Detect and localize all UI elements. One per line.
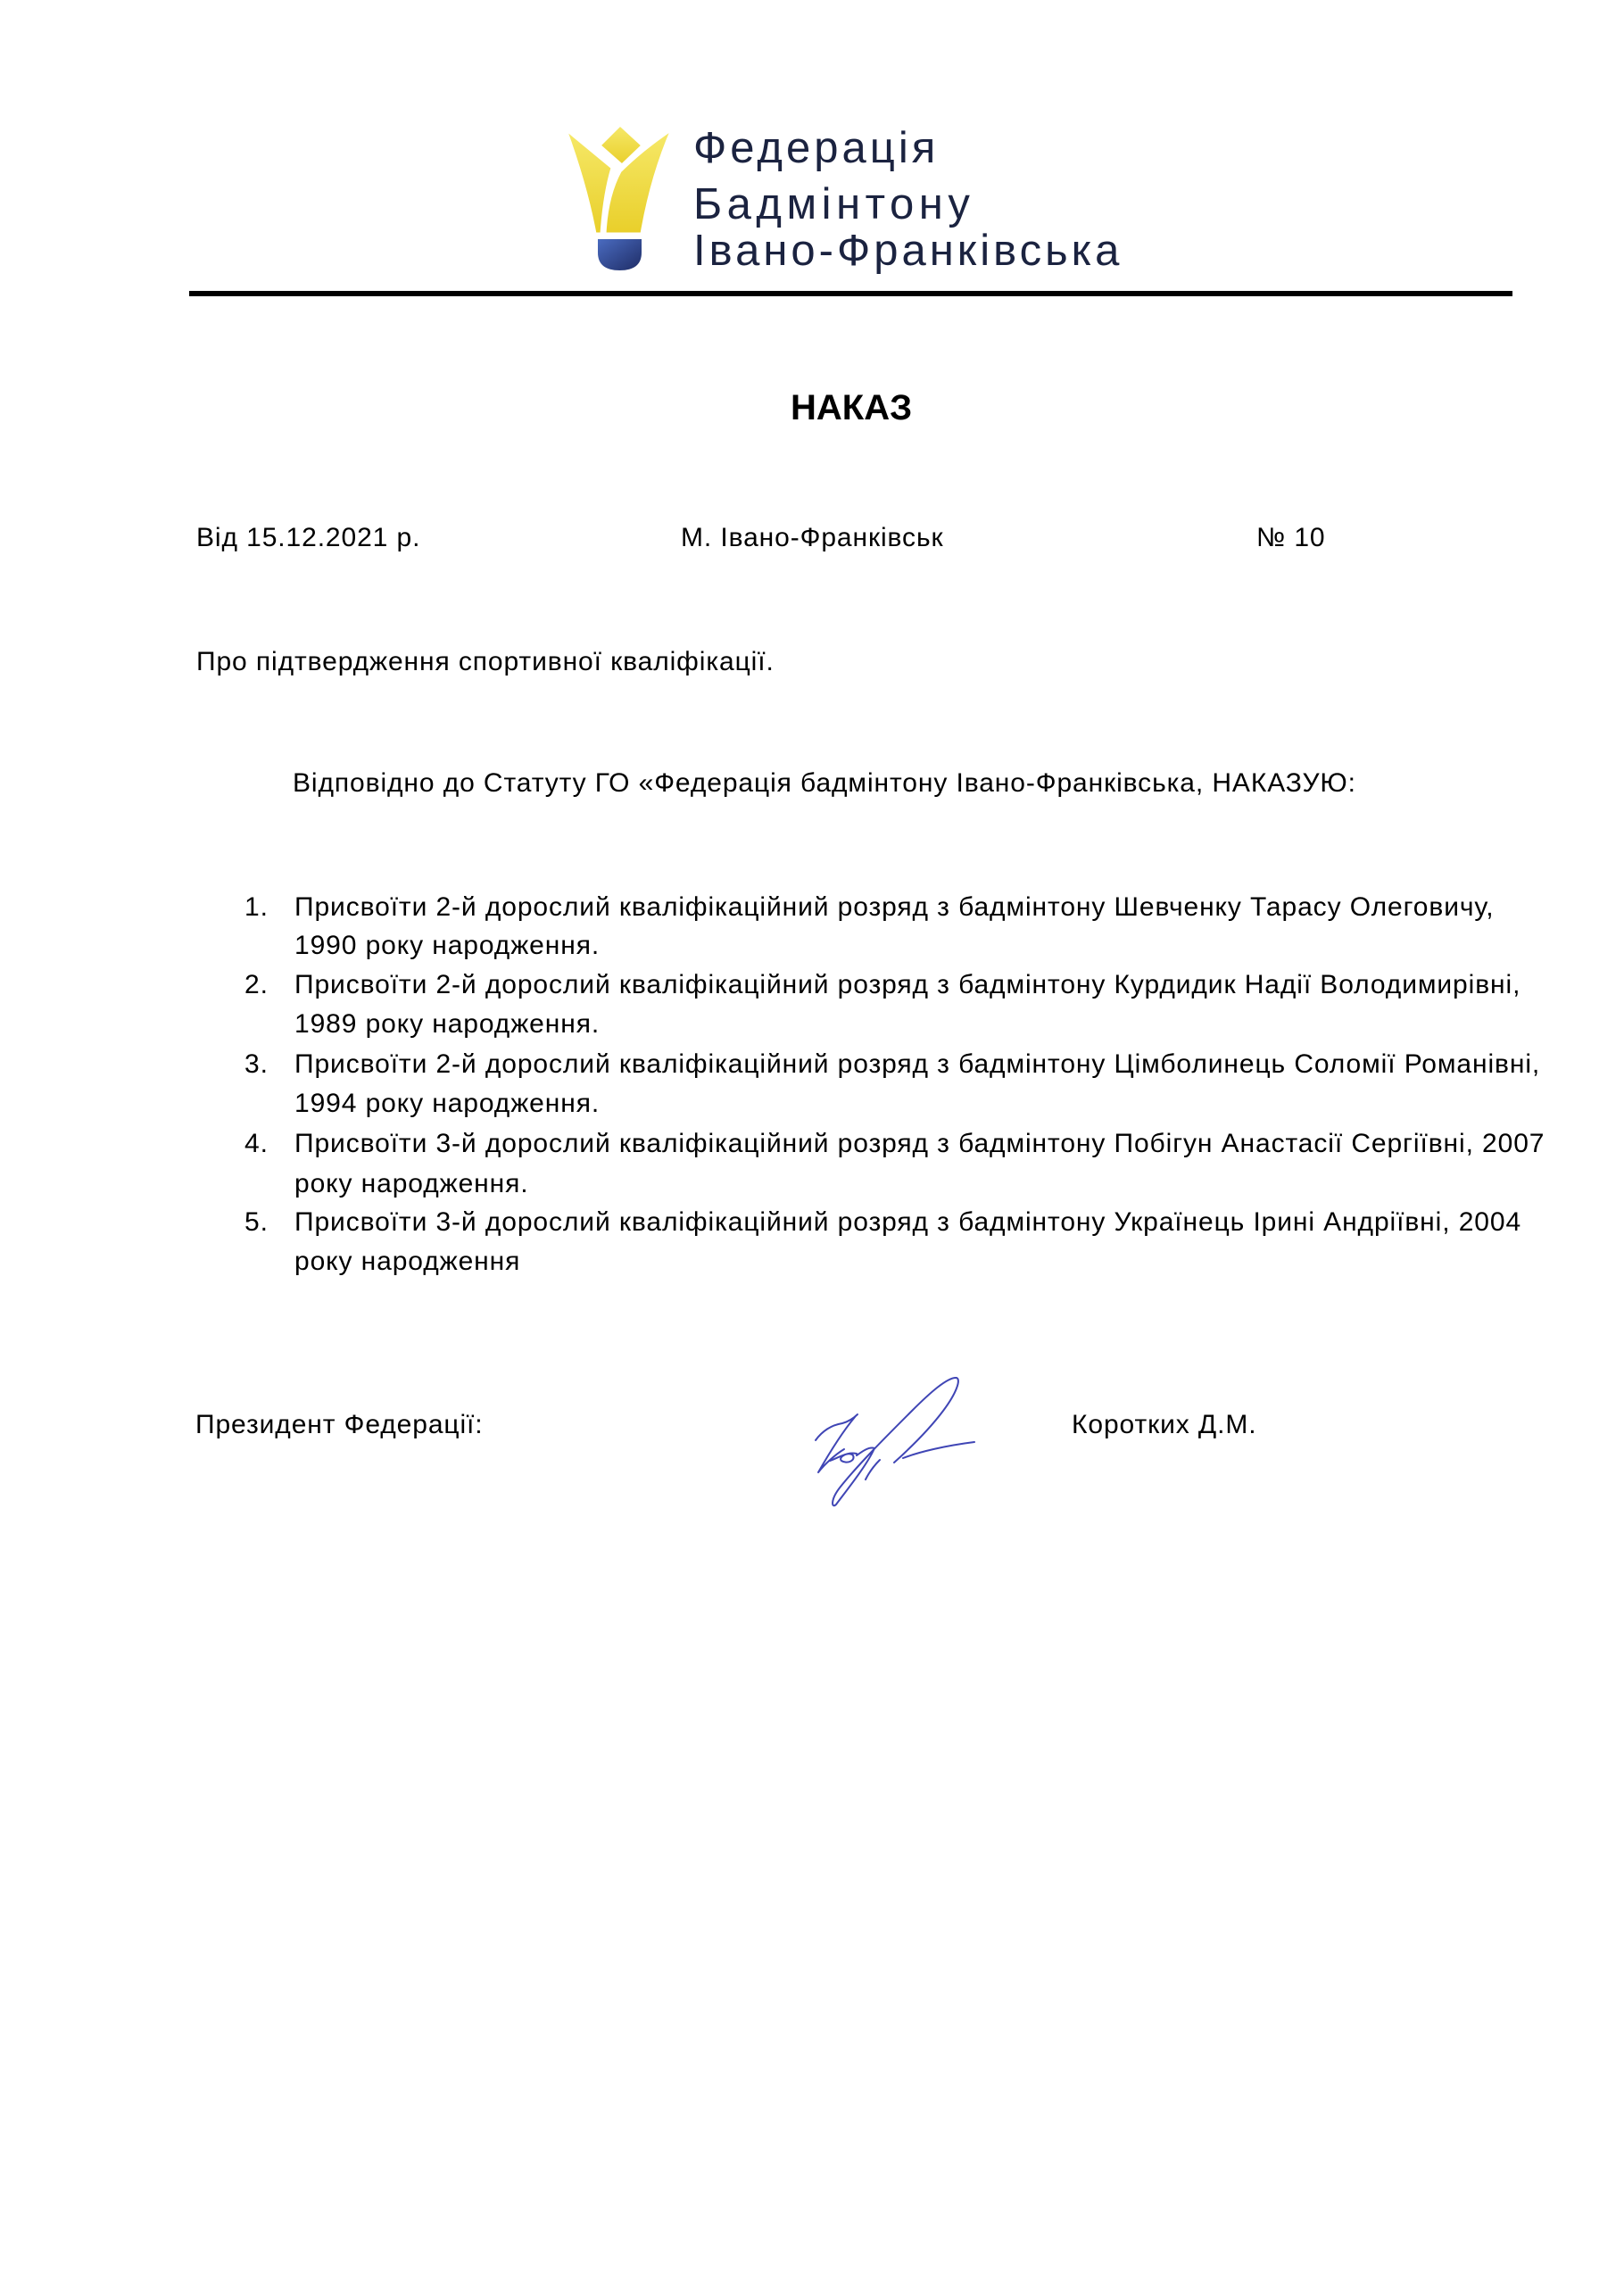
list-item-text-line: Присвоїти 2-й дорослий кваліфікаційний розряд з бадмінтону Шевченку Тарасу Олеговичу, <box>294 892 1495 922</box>
list-item-number: 5. <box>244 1207 269 1237</box>
logo-text-line-2: Бадмінтону <box>693 180 975 228</box>
header-divider <box>189 291 1512 296</box>
logo-text-line-3: Івано-Франківська <box>693 227 1123 275</box>
document-title: НАКАЗ <box>791 388 913 427</box>
list-item-text-line: Присвоїти 2-й дорослий кваліфікаційний розряд з бадмінтону Курдидик Надії Володимирівні, <box>294 970 1521 999</box>
list-item-text-line: 1994 року народження. <box>294 1089 601 1118</box>
list-item-text-line: Присвоїти 3-й дорослий кваліфікаційний розряд з бадмінтону Побігун Анастасії Сергіївні, 2007 <box>294 1129 1545 1158</box>
document-city: М. Івано-Франківськ <box>681 523 944 552</box>
list-item-text-line: 1989 року народження. <box>294 1009 601 1039</box>
list-item-number: 2. <box>244 970 269 999</box>
handwritten-signature <box>803 1374 978 1508</box>
document-date: Від 15.12.2021 р. <box>196 523 421 552</box>
signatory-name: Коротких Д.М. <box>1072 1410 1257 1439</box>
list-item-text-line: року народження. <box>294 1169 529 1198</box>
signatory-role: Президент Федерації: <box>195 1410 484 1439</box>
logo-text-line-1: Федерація <box>693 124 940 172</box>
list-item-number: 4. <box>244 1129 269 1158</box>
list-item-text-line: Присвоїти 2-й дорослий кваліфікаційний розряд з бадмінтону Цімболинець Соломії Романівні, <box>294 1049 1541 1079</box>
document-number: № 10 <box>1256 523 1326 552</box>
list-item-number: 3. <box>244 1049 269 1079</box>
list-item-text-line: 1990 року народження. <box>294 931 601 960</box>
list-item-number: 1. <box>244 892 269 922</box>
list-item-text-line: Присвоїти 3-й дорослий кваліфікаційний розряд з бадмінтону Українець Ірині Андріївні, 2004 <box>294 1207 1522 1237</box>
document-preamble: Відповідно до Статуту ГО «Федерація бадмінтону Івано-Франківська, НАКАЗУЮ: <box>293 768 1356 798</box>
document-subject: Про підтвердження спортивної кваліфікації. <box>196 647 775 676</box>
logo-cork-base <box>598 239 642 270</box>
list-item-text-line: року народження <box>294 1247 521 1276</box>
shuttlecock-logo-icon <box>565 123 674 272</box>
